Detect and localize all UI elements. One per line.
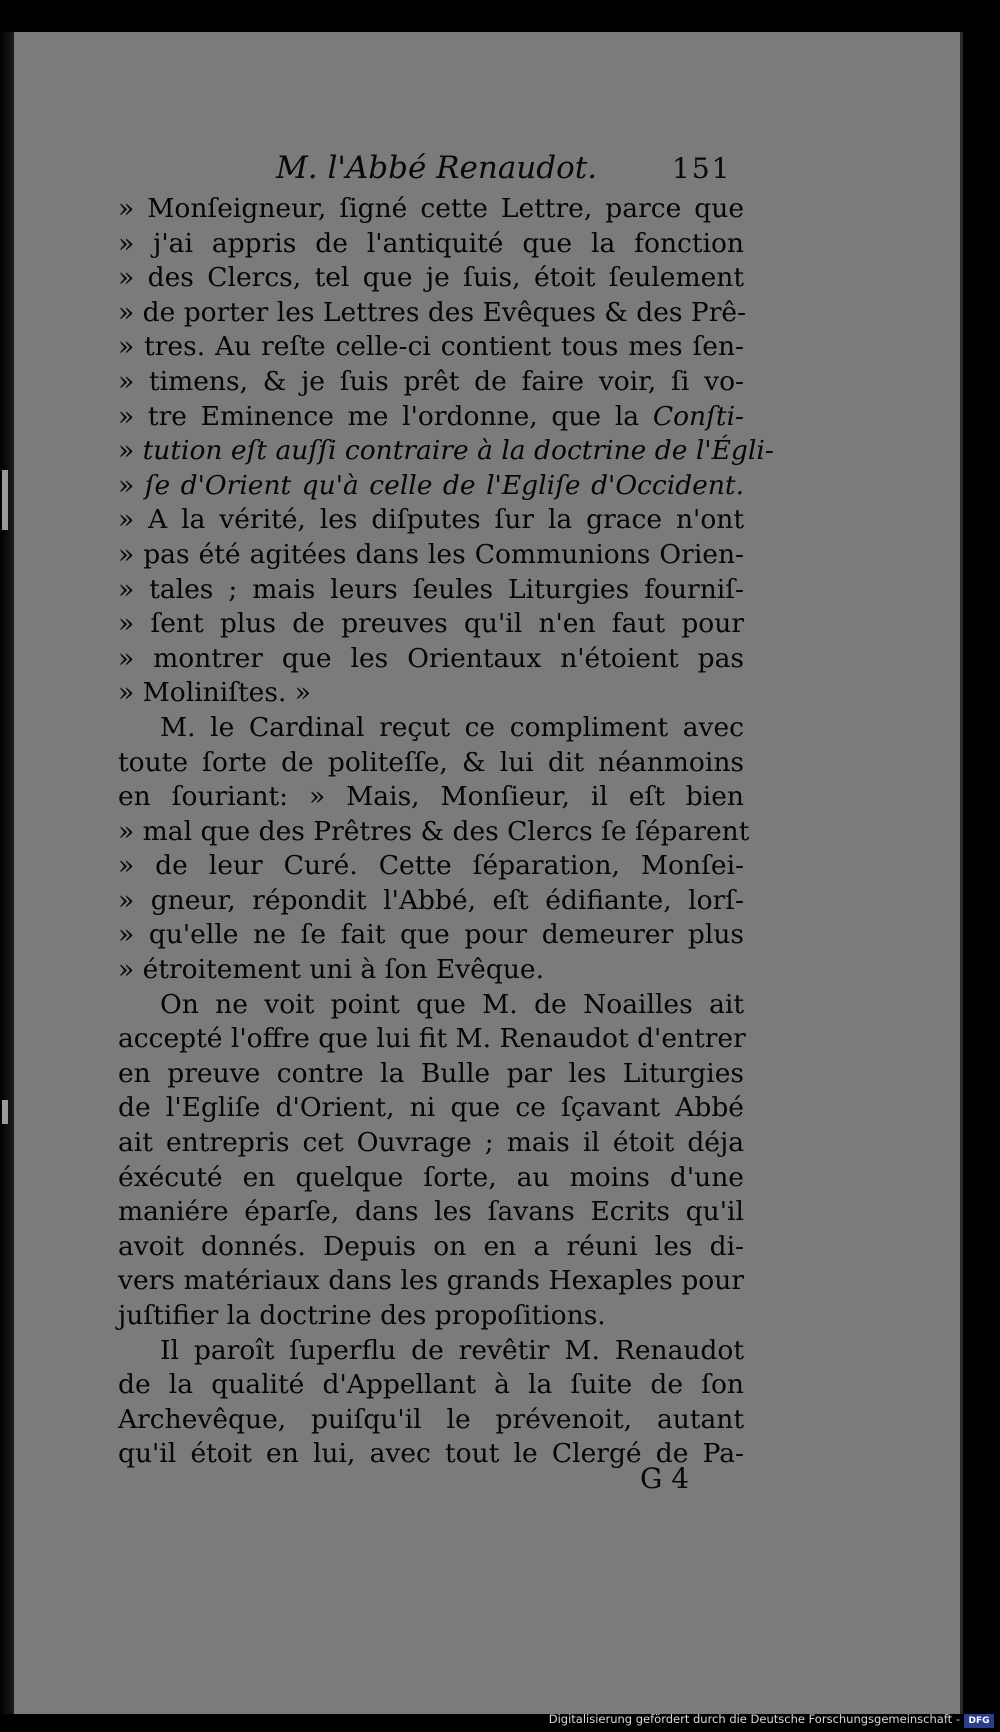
text-line: toute ſorte de politeſſe, & lui dit néanmoins [118, 746, 744, 778]
running-title: M. l'Abbé Renaudot. [276, 150, 598, 186]
text-line: » ſent plus de preuves qu'il n'en faut pour [118, 608, 744, 640]
scan-artifact [2, 470, 8, 530]
text-line: en ſouriant: » Mais, Monſieur, il eſt bien [118, 781, 744, 813]
text-line: avoit donnés. Depuis on en a réuni les di- [118, 1230, 744, 1262]
text-line: » étroitement uni à ſon Evêque. [118, 954, 544, 986]
text-line: Il paroît ſuperflu de revêtir M. Renaudot [160, 1334, 744, 1366]
text-line: » pas été agitées dans les Communions Orien- [118, 538, 744, 570]
text-line: » ſe d'Orient qu'à celle de l'Egliſe d'Occident. [118, 469, 744, 501]
text-line: ait entrepris cet Ouvrage ; mais il étoit déja [118, 1127, 744, 1159]
text-line: M. le Cardinal reçut ce compliment avec [160, 711, 744, 743]
text-line: vers matériaux dans les grands Hexaples pour [118, 1265, 744, 1297]
text-line: en preuve contre la Bulle par les Liturgies [118, 1057, 744, 1089]
text-line: » Monſeigneur, ſigné cette Lettre, parce que [118, 193, 744, 224]
text-line: qu'il étoit en lui, avec tout le Clergé de Pa- [118, 1438, 744, 1470]
text-line: » gneur, répondit l'Abbé, eſt édifiante, lorſ- [118, 884, 744, 916]
text-line: juſtifier la doctrine des propoſitions. [118, 1300, 606, 1331]
text-line: éxécuté en quelque ſorte, au moins d'une [118, 1161, 744, 1193]
signature-mark: G 4 [640, 1462, 690, 1495]
text-line: On ne voit point que M. de Noailles ait [160, 988, 744, 1020]
text-line: » montrer que les Orientaux n'étoient pas [118, 642, 744, 674]
page-number: 151 [672, 152, 732, 185]
text-line: » des Clercs, tel que je ſuis, étoit ſeulement [118, 262, 744, 294]
digitization-credit: Digitalisierung gefördert durch die Deutsche Forschungsgemeinschaft - [548, 1712, 960, 1726]
text-line: » Moliniſtes. » [118, 677, 312, 709]
text-line: » j'ai appris de l'antiquité que la fonction [118, 227, 744, 259]
text-line: maniére éparſe, dans les ſavans Ecrits qu'il [118, 1196, 744, 1228]
text-line: » A la vérité, les diſputes ſur la grace n'ont [118, 504, 744, 536]
text-line: Archevêque, puiſqu'il le prévenoit, autant [118, 1403, 744, 1435]
book-spine-edge [0, 32, 14, 1714]
text-line: » tre Eminence me l'ordonne, que la Conſti- [118, 400, 744, 432]
text-line: de la qualité d'Appellant à la ſuite de ſon [118, 1369, 744, 1401]
text-line: » tution eſt auſſi contraire à la doctrine de l'Égli- [118, 435, 774, 467]
text-line: » tres. Au reſte celle-ci contient tous mes ſen- [118, 331, 744, 363]
text-line: » mal que des Prêtres & des Clercs ſe ſéparent [118, 815, 750, 847]
text-line: » de porter les Lettres des Evêques & des Prê- [118, 296, 747, 328]
text-line: » tales ; mais leurs ſeules Liturgies fourniſ- [118, 573, 744, 605]
text-line: » timens, & je ſuis prêt de faire voir, ſi vo- [118, 365, 744, 397]
scan-artifact [2, 1100, 8, 1124]
text-line: » de leur Curé. Cette ſéparation, Monſei- [118, 850, 744, 882]
text-line: de l'Egliſe d'Orient, ni que ce ſçavant Abbé [118, 1092, 744, 1124]
page-text [118, 192, 774, 1472]
text-line: accepté l'offre que lui fit M. Renaudot d'entrer [118, 1023, 746, 1055]
text-line: » qu'elle ne ſe fait que pour demeurer plus [118, 919, 744, 951]
dfg-logo: DFG [964, 1714, 994, 1728]
